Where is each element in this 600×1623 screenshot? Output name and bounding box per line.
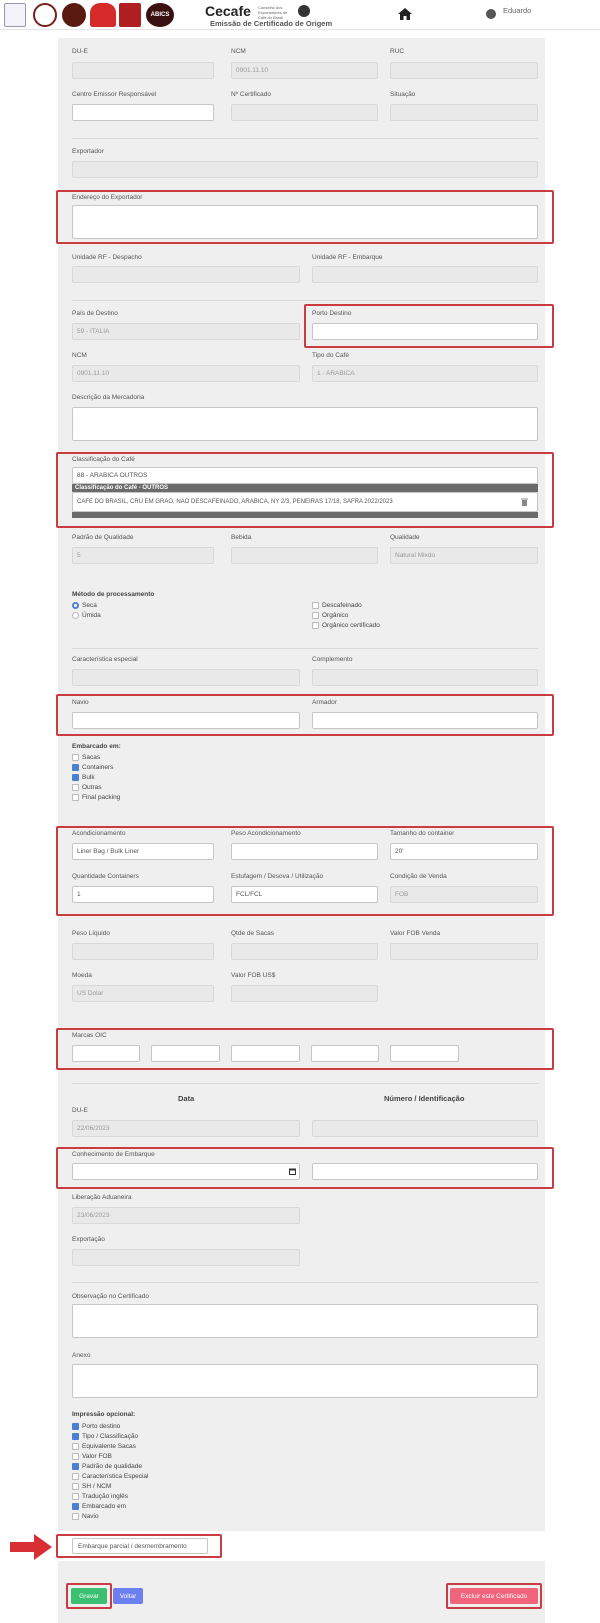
classif-bar (72, 512, 538, 518)
moeda-field[interactable]: US Dolar (72, 985, 214, 1002)
outras-checkbox[interactable]: Outras (72, 784, 102, 791)
user-name[interactable]: Eduardo (503, 6, 532, 15)
header-bar (0, 0, 600, 30)
valor-fob-field[interactable] (231, 985, 378, 1002)
organico-cert-checkbox[interactable]: Orgânico certificado (312, 622, 380, 629)
complemento-label: Complemento (312, 656, 353, 663)
tipo-cafe-field[interactable]: 1 - ARABICA (312, 365, 538, 382)
imp-equiv-sacas-checkbox[interactable]: Equivalente Sacas (72, 1443, 136, 1450)
impressao-label: Impressão opcional: (72, 1411, 136, 1418)
pais-label: País de Destino (72, 310, 118, 317)
obs-label: Observação no Certificado (72, 1293, 149, 1300)
condicao-label: Condição de Venda (390, 873, 447, 880)
tamanho-field[interactable]: 20' (390, 843, 538, 860)
imp-tipo-checkbox[interactable]: Tipo / Classificação (72, 1433, 138, 1440)
sacas-checkbox[interactable]: Sacas (72, 754, 100, 761)
data-header: Data (178, 1094, 195, 1103)
rf-despacho-label: Unidade RF - Despacho (72, 254, 142, 261)
complemento-field[interactable] (312, 669, 538, 686)
caract-field[interactable] (72, 669, 300, 686)
classif-outros-label: Classificação do Café - OUTROS (72, 484, 538, 492)
acond-field[interactable]: Liner Bag / Bulk Liner (72, 843, 214, 860)
final-packing-checkbox[interactable]: Final packing (72, 794, 120, 801)
exportador-field[interactable] (72, 161, 538, 178)
coffee-logo (33, 3, 57, 27)
exportacao-label: Exportação (72, 1236, 105, 1243)
imp-navio-checkbox[interactable]: Navio (72, 1513, 99, 1520)
due-field[interactable] (72, 62, 214, 79)
peso-acond-field[interactable] (231, 843, 378, 860)
centro-logo (119, 3, 141, 27)
peso-liq-field[interactable] (72, 943, 214, 960)
anexo-textarea[interactable] (72, 1364, 538, 1398)
imp-padrao-checkbox[interactable]: Padrão de qualidade (72, 1463, 142, 1470)
red-wave-logo (90, 3, 116, 27)
page-title: Emissão de Certificado de Origem (210, 19, 333, 28)
peso-acond-label: Peso Acondicionamento (231, 830, 301, 837)
obs-textarea[interactable] (72, 1304, 538, 1338)
peso-liq-label: Peso Líquido (72, 930, 110, 937)
due2-label: DU-E (72, 1107, 88, 1114)
condicao-field[interactable]: FOB (390, 886, 538, 903)
liberacao-date-field[interactable]: 23/06/2023 (72, 1207, 300, 1224)
bebida-label: Bebida (231, 534, 252, 541)
conhec-label: Conhecimento de Embarque (72, 1151, 155, 1158)
due2-date-field[interactable]: 22/06/2023 (72, 1120, 300, 1137)
seal-logo (4, 3, 26, 27)
rf-embarque-field[interactable] (312, 266, 538, 283)
liberacao-label: Liberação Aduaneira (72, 1194, 132, 1201)
qtd-cont-field[interactable]: 1 (72, 886, 214, 903)
classif-label: Classificação do Café (72, 456, 135, 463)
exportacao-date-field[interactable] (72, 1249, 300, 1266)
divider (72, 1083, 538, 1084)
imp-embarcado-checkbox[interactable]: Embarcado em (72, 1503, 126, 1510)
divider (72, 300, 538, 301)
rf-despacho-field[interactable] (72, 266, 300, 283)
classif-field[interactable]: 88 - ARABICA OUTROS (72, 467, 538, 484)
numero-header: Número / Identificação (384, 1094, 465, 1103)
qtde-sacas-label: Qtde de Sacas (231, 930, 274, 937)
estufagem-label: Estufagem / Desova / Utilização (231, 873, 324, 880)
descafeinado-checkbox[interactable]: Descafeinado (312, 602, 362, 609)
acond-label: Acondicionamento (72, 830, 126, 837)
circle-c-logo (62, 3, 86, 27)
caract-label: Característica especial (72, 656, 138, 663)
qtd-cont-label: Quantidade Containers (72, 873, 139, 880)
cecafe-subtitle: Conselho dos Exportadores de Café do Brasil (258, 5, 288, 20)
ncert-label: Nº Certificado (231, 91, 271, 98)
porto-field[interactable] (312, 323, 538, 340)
ruc-label: RUC (390, 48, 405, 55)
tipo-cafe-label: Tipo do Café (312, 352, 349, 359)
cecafe-logo: Cecafe (205, 3, 251, 19)
ruc-field[interactable] (390, 62, 538, 79)
voltar-button[interactable]: Voltar (113, 1588, 143, 1604)
rf-embarque-label: Unidade RF - Embarque (312, 254, 383, 261)
imp-valor-fob-checkbox[interactable]: Valor FOB (72, 1453, 112, 1460)
imp-traducao-checkbox[interactable]: Tradução inglês (72, 1493, 128, 1500)
embarcado-label: Embarcado em: (72, 743, 121, 750)
bulk-checkbox[interactable]: Bulk (72, 774, 95, 781)
valor-fob-label: Valor FOB US$ (231, 972, 276, 979)
ncm2-label: NCM (72, 352, 87, 359)
conhec-number-field[interactable] (312, 1163, 538, 1180)
porto-label: Porto Destino (312, 310, 352, 317)
gravar-button[interactable]: Gravar (71, 1588, 107, 1604)
moeda-label: Moeda (72, 972, 92, 979)
classif-outros-field[interactable]: CAFE DO BRASIL, CRU EM GRAO, NAO DESCAFEINADO, ARABICA, NY 2/3, PENEIRAS 17/18, SAFRA 2022/2023 (72, 492, 538, 512)
armador-label: Armador (312, 699, 337, 706)
organico-checkbox[interactable]: Orgânico (312, 612, 348, 619)
divider (72, 138, 538, 139)
embarque-parcial-button[interactable]: Embarque parcial / desmembramento (72, 1538, 208, 1554)
qualidade-field[interactable]: Natural Mixdo (390, 547, 538, 564)
ncert-field[interactable] (231, 104, 378, 121)
abics-logo: ABICS (146, 3, 174, 27)
anexo-label: Anexo (72, 1352, 91, 1359)
ncm-label: NCM (231, 48, 246, 55)
bebida-field[interactable] (231, 547, 378, 564)
imp-caract-checkbox[interactable]: Característica Especial (72, 1473, 148, 1480)
centro-label: Centro Emissor Responsável (72, 91, 157, 98)
marcas-field-3[interactable] (231, 1045, 300, 1062)
situacao-field[interactable] (390, 104, 538, 121)
due-label: DU-E (72, 48, 88, 55)
red-arrow-icon (10, 1534, 52, 1560)
ncm-field[interactable]: 0901.11.10 (231, 62, 378, 79)
ncm2-field[interactable]: 0901.11.10 (72, 365, 300, 382)
descricao-textarea[interactable] (72, 407, 538, 441)
padrao-field[interactable]: 5 (72, 547, 214, 564)
situacao-label: Situação (390, 91, 416, 98)
trash-icon[interactable] (521, 498, 528, 506)
navio-field[interactable] (72, 712, 300, 729)
navio-label: Navio (72, 699, 89, 706)
pais-field[interactable]: 59 - ITALIA (72, 323, 300, 340)
partner-logo (298, 5, 310, 17)
marcas-label: Marcas OIC (72, 1032, 107, 1039)
seca-radio[interactable]: Seca (72, 602, 97, 609)
imp-porto-checkbox[interactable]: Porto destino (72, 1423, 120, 1430)
valor-fob-venda-label: Valor FOB Venda (390, 930, 441, 937)
tamanho-label: Tamanho do container (390, 830, 455, 837)
excluir-button[interactable]: Excluir este Certificado (450, 1588, 538, 1604)
qualidade-label: Qualidade (390, 534, 420, 541)
user-icon[interactable] (486, 9, 496, 19)
armador-field[interactable] (312, 712, 538, 729)
containers-checkbox[interactable]: Containers (72, 764, 113, 771)
umida-radio[interactable]: Úmida (72, 612, 101, 619)
marcas-field-5[interactable] (390, 1045, 459, 1062)
qtde-sacas-field[interactable] (231, 943, 378, 960)
due2-number-field[interactable] (312, 1120, 538, 1137)
endereco-textarea[interactable] (72, 205, 538, 239)
calendar-icon[interactable] (289, 1168, 296, 1175)
centro-field[interactable] (72, 104, 214, 121)
metodo-label: Método de processamento (72, 591, 155, 598)
conhec-date-field[interactable] (72, 1163, 300, 1180)
descricao-label: Descrição da Mercadoria (72, 394, 145, 401)
marcas-field-1[interactable] (72, 1045, 140, 1062)
padrao-label: Padrão de Qualidade (72, 534, 134, 541)
marcas-field-2[interactable] (151, 1045, 220, 1062)
marcas-field-4[interactable] (311, 1045, 379, 1062)
home-icon[interactable] (398, 8, 412, 20)
valor-fob-venda-field[interactable] (390, 943, 538, 960)
endereco-label: Endereço do Exportador (72, 194, 143, 201)
exportador-label: Exportador (72, 148, 104, 155)
divider (72, 1282, 538, 1283)
imp-sh-ncm-checkbox[interactable]: SH / NCM (72, 1483, 111, 1490)
divider (72, 648, 538, 649)
estufagem-field[interactable]: FCL/FCL (231, 886, 378, 903)
